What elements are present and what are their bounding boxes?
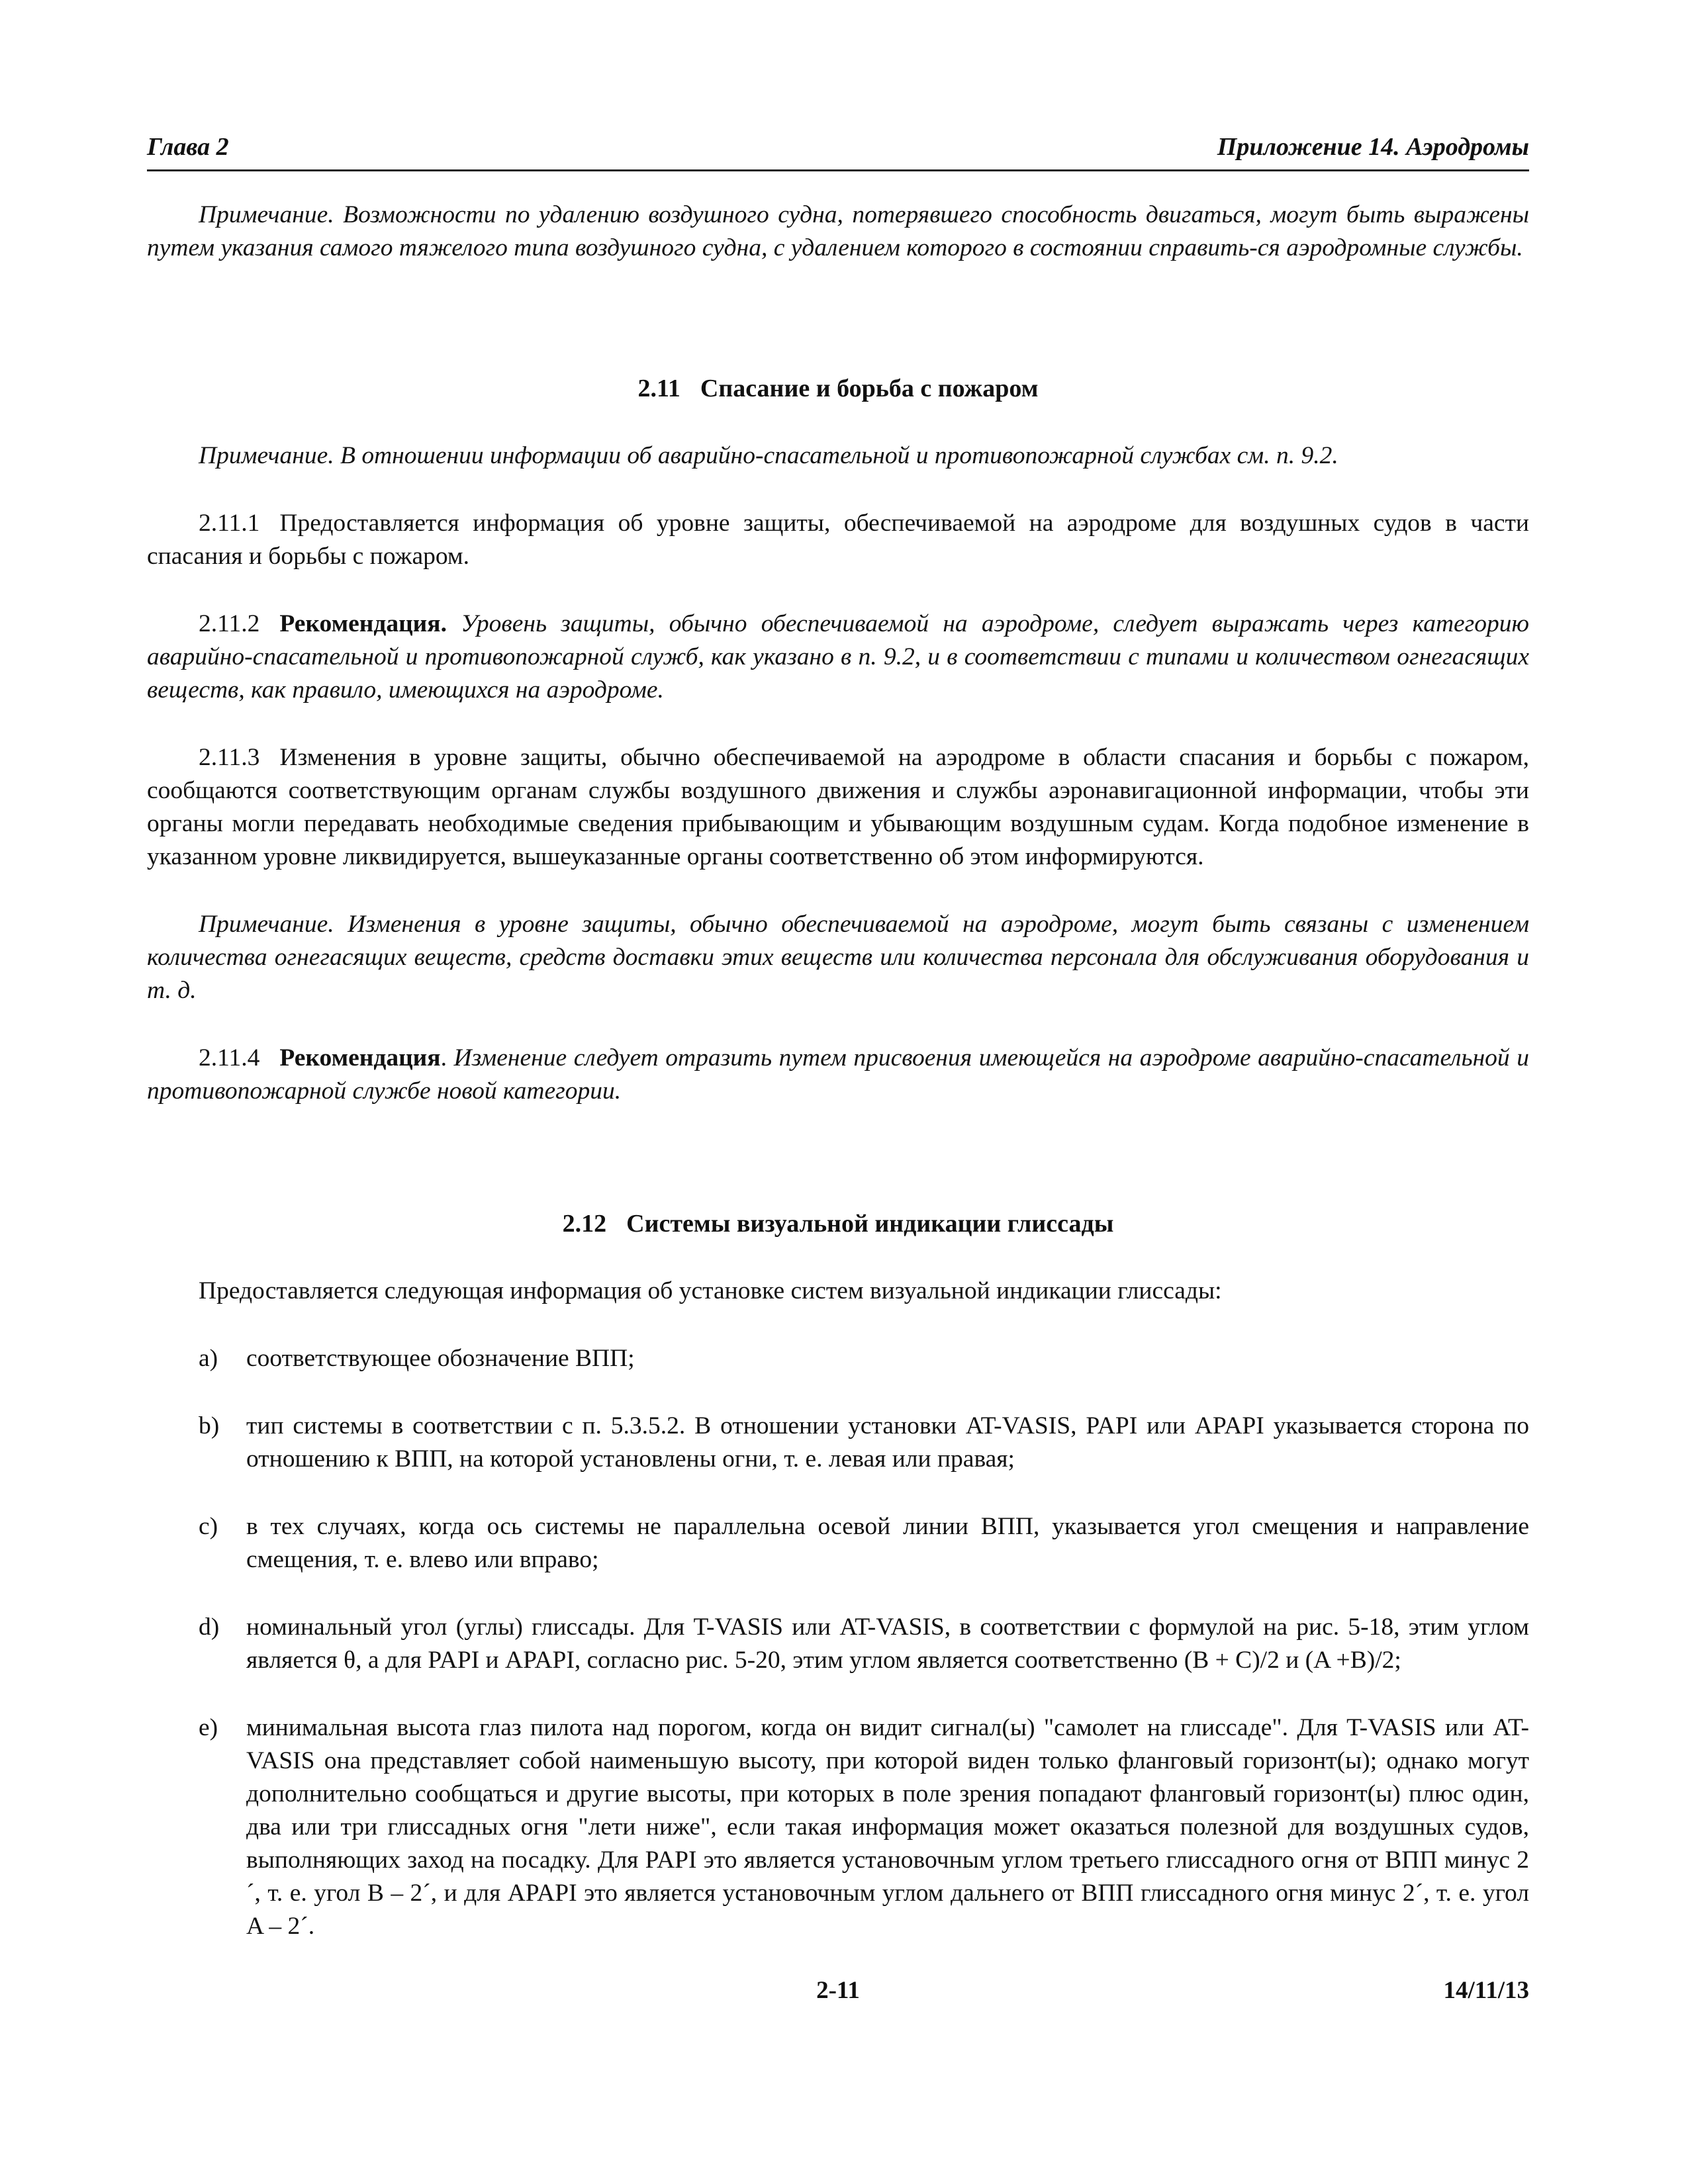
list-item-text: соответствующее обозначение ВПП; xyxy=(246,1345,635,1372)
list-marker: a) xyxy=(199,1345,218,1372)
paragraph-number: 2.11.2 xyxy=(199,610,260,637)
list-item xyxy=(147,1510,1529,1576)
paragraph-number: 2.11.1 xyxy=(199,510,260,537)
header-chapter: Глава 2 xyxy=(147,133,229,161)
note-aircraft-removal: Примечание. Возможности по удалению воздушного судна, потерявшего способность двигаться, могут быть выражены путем указания самого тяжелого типа воздушного судна, с удалением которого в состоянии справить-ся аэродромные службы. xyxy=(147,201,1529,261)
document-page xyxy=(147,0,1529,2184)
section-number: 2.12 xyxy=(562,1210,607,1238)
paragraph-2-11-4: 2.11.4 Рекомендация. Изменение следует отразить путем присвоения имеющейся на аэродроме аварийно-спасательной и противопожарной службе новой категории. xyxy=(147,1044,1529,1105)
section-intro: Предоставляется следующая информация об установке систем визуальной индикации глиссады: xyxy=(199,1277,1222,1304)
paragraph-2-11-3 xyxy=(147,741,1529,874)
list-marker: b) xyxy=(199,1412,220,1439)
paragraph-2-11-1 xyxy=(147,507,1529,573)
running-header xyxy=(147,132,1529,171)
list-item-text: тип системы в соответствии с п. 5.3.5.2. В отношении установки AT-VASIS, PAPI или APAPI указывается сторона по отношению к ВПП, на которой установлены огни, т. е. левая или правая; xyxy=(246,1412,1529,1473)
header-annex: Приложение 14. Аэродромы xyxy=(1217,133,1529,161)
page-number: 2-11 xyxy=(816,1977,860,2004)
document-body xyxy=(147,199,1529,1943)
paragraph-number: 2.11.4 xyxy=(199,1044,260,1071)
list-item xyxy=(147,1342,1529,1375)
glideslope-info-list xyxy=(147,1342,1529,1943)
list-item xyxy=(147,1410,1529,1476)
list-marker: e) xyxy=(199,1714,218,1741)
section-title: Системы визуальной индикации глиссады xyxy=(626,1210,1114,1238)
section-title: Спасание и борьба с пожаром xyxy=(700,375,1039,402)
section-heading-2-11 xyxy=(147,372,1529,405)
list-item xyxy=(147,1611,1529,1677)
section-heading-2-12 xyxy=(147,1207,1529,1240)
paragraph-text: Предоставляется информация об уровне защиты, обеспечиваемой на аэродроме для воздушных судов в части спасания и борьбы с пожаром. xyxy=(147,510,1529,570)
list-marker: c) xyxy=(199,1513,218,1540)
list-item-text: минимальная высота глаз пилота над порогом, когда он видит сигнал(ы) "самолет на глиссаде". Для T-VASIS или AT-VASIS она представляет собой наименьшую высоту, при которой виден только фланговый горизонт(ы); однако могут дополнительно сообщаться и другие высоты, при которых в поле зрения попадают фланговый горизонт(ы) плюс один, два или три глиссадных огня "лети ниже", если такая информация может оказаться полезной для воздушных судов, выполняющих заход на посадку. Для PAPI это является установочным углом третьего глиссадного огня от ВПП минус 2´, т. е. угол B – 2´, и для APAPI это является установочным углом дальнего от ВПП глиссадного огня минус 2´, т. е. угол A – 2´. xyxy=(246,1714,1529,1940)
paragraph-text: Уровень защиты, обычно обеспечиваемой на аэродроме, следует выражать через категорию аварийно-спасательной и противопожарной служб, как указано в п. 9.2, и в соответствии с типами и количеством огнегасящих веществ, как правило, имеющихся на аэродроме. xyxy=(147,610,1529,704)
recommendation-label: Рекомендация xyxy=(279,1044,441,1071)
recommendation-label: Рекомендация. xyxy=(279,610,447,637)
paragraph-text: Изменение следует отразить путем присвоения имеющейся на аэродроме аварийно-спасательной и противопожарной службе новой категории. xyxy=(147,1044,1529,1105)
page-footer xyxy=(147,1976,1529,2009)
list-marker: d) xyxy=(199,1614,220,1641)
paragraph-number: 2.11.3 xyxy=(199,744,260,771)
list-item-text: в тех случаях, когда ось системы не параллельна осевой линии ВПП, указывается угол смещения и направление смещения, т. е. влево или вправо; xyxy=(246,1513,1529,1573)
note-protection-changes: Примечание. Изменения в уровне защиты, обычно обеспечиваемой на аэродроме, могут быть связаны с изменением количества огнегасящих веществ, средств доставки этих веществ или количества персонала для обслуживания оборудования и т. д. xyxy=(147,911,1529,1004)
paragraph-2-11-2 xyxy=(147,608,1529,707)
list-item xyxy=(147,1711,1529,1943)
paragraph-text: Изменения в уровне защиты, обычно обеспечиваемой на аэродроме в области спасания и борьбы с пожаром, сообщаются соответствующим органам службы воздушного движения и службы аэронавигационной информации, чтобы эти органы могли передавать необходимые сведения прибывающим и убывающим воздушным судам. Когда подобное изменение в указанном уровне ликвидируется, вышеуказанные органы соответственно об этом информируются. xyxy=(147,744,1529,870)
note-rescue-services: Примечание. В отношении информации об аварийно-спасательной и противопожарной службах см. п. 9.2. xyxy=(199,442,1338,469)
revision-date: 14/11/13 xyxy=(1443,1977,1529,2004)
list-item-text: номинальный угол (углы) глиссады. Для T-VASIS или AT-VASIS, в соответствии с формулой на рис. 5-18, этим углом является θ, а для PAPI и APAPI, согласно рис. 5-20, этим углом является соответственно (B + C)/2 и (A +B)/2; xyxy=(246,1614,1529,1674)
section-number: 2.11 xyxy=(637,375,680,402)
